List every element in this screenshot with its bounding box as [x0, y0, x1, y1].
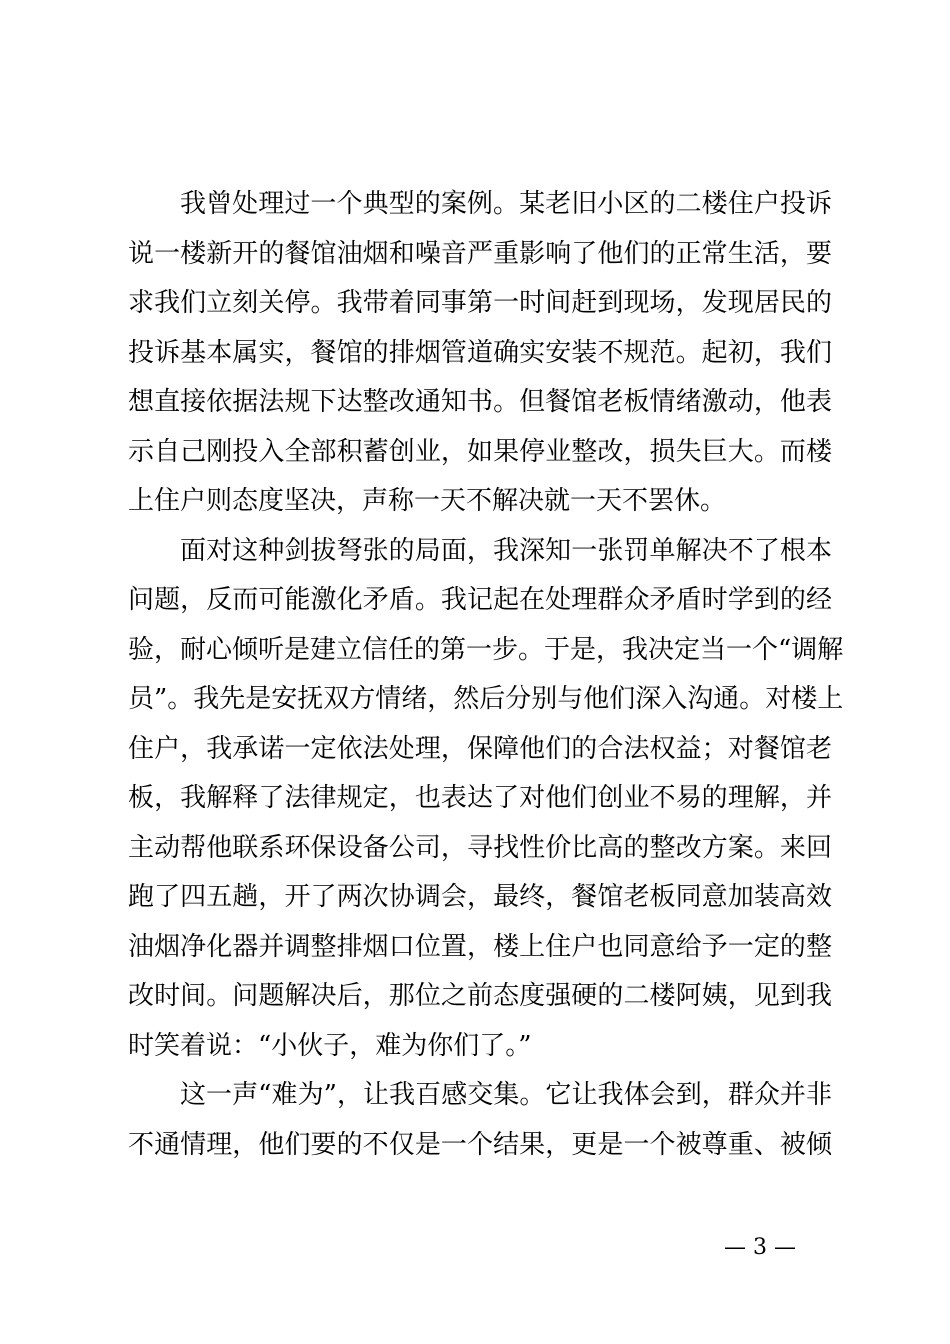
- paragraph-1-line-3: 求我们立刻关停。我带着同事第一时间赶到现场，发现居民的: [128, 288, 832, 318]
- paragraph-2-line-4: 员”。我先是安抚双方情绪，然后分别与他们深入沟通。对楼上: [128, 684, 844, 714]
- paragraph-2-line-10: 改时间。问题解决后，那位之前态度强硬的二楼阿姨，见到我: [128, 981, 832, 1011]
- paragraph-1-line-6: 示自己刚投入全部积蓄创业，如果停业整改，损失巨大。而楼: [128, 436, 832, 467]
- paragraph-1-line-7: 上住户则态度坚决，声称一天不解决就一天不罢休。: [128, 486, 727, 516]
- paragraph-1-line-5: 想直接依据法规下达整改通知书。但餐馆老板情绪激动，他表: [128, 387, 832, 417]
- body-text: [128, 180, 844, 1170]
- paragraph-3-line-2: 不通情理，他们要的不仅是一个结果，更是一个被尊重、被倾: [128, 1129, 832, 1160]
- paragraph-1-line-2: 说一楼新开的餐馆油烟和噪音严重影响了他们的正常生活，要: [128, 238, 832, 269]
- paragraph-3-line-1: 这一声“难为”，让我百感交集。它让我体会到，群众并非: [180, 1080, 832, 1110]
- paragraph-1-line-4: 投诉基本属实，餐馆的排烟管道确实安装不规范。起初，我们: [128, 337, 832, 368]
- paragraph-2-line-8: 跑了四五趟，开了两次协调会，最终，餐馆老板同意加装高效: [128, 882, 832, 912]
- paragraph-2-line-2: 问题，反而可能激化矛盾。我记起在处理群众矛盾时学到的经: [128, 585, 832, 615]
- paragraph-2-line-11: 时笑着说：“小伙子，难为你们了。”: [128, 1030, 532, 1061]
- page-number: — 3 —: [724, 1235, 796, 1260]
- paragraph-2-line-1: 面对这种剑拔弩张的局面，我深知一张罚单解决不了根本: [180, 535, 832, 566]
- paragraph-1-line-1: 我曾处理过一个典型的案例。某老旧小区的二楼住户投诉: [180, 189, 832, 219]
- paragraph-2-line-5: 住户，我承诺一定依法处理，保障他们的合法权益；对餐馆老: [128, 733, 832, 764]
- paragraph-2-line-6: 板，我解释了法律规定，也表达了对他们创业不易的理解，并: [128, 783, 832, 813]
- paragraph-2-line-3: 验，耐心倾听是建立信任的第一步。于是，我决定当一个“调解: [128, 634, 844, 665]
- paragraph-2-line-7: 主动帮他联系环保设备公司，寻找性价比高的整改方案。来回: [128, 832, 832, 863]
- paragraph-2-line-9: 油烟净化器并调整排烟口位置，楼上住户也同意给予一定的整: [128, 931, 832, 962]
